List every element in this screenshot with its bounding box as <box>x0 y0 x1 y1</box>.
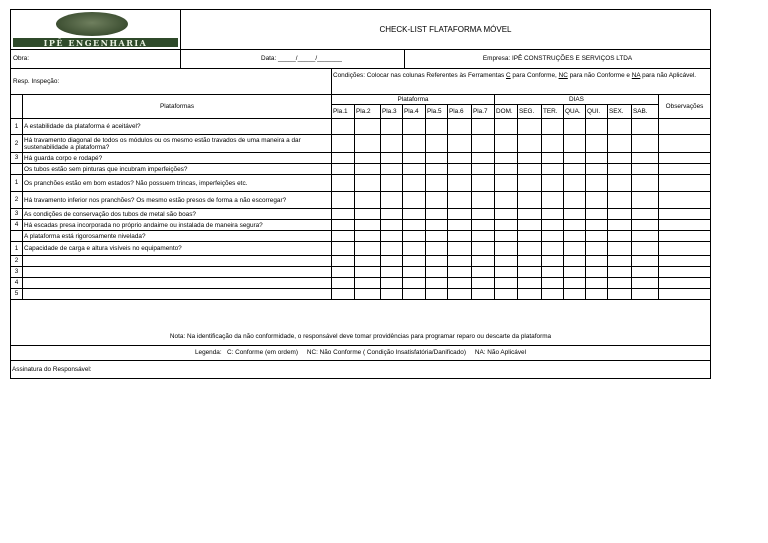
day-check-cell[interactable] <box>632 153 659 163</box>
day-check-cell[interactable] <box>608 135 632 152</box>
plataforma-check-cell[interactable] <box>332 175 355 191</box>
plataforma-check-cell[interactable] <box>381 164 403 174</box>
plataforma-col-header: Pla.1 <box>332 105 355 118</box>
day-check-cell[interactable] <box>518 164 542 174</box>
plataforma-check-cell[interactable] <box>355 242 381 255</box>
plataforma-check-cell[interactable] <box>355 175 381 191</box>
day-check-cell[interactable] <box>608 220 632 230</box>
day-check-cell[interactable] <box>542 278 564 288</box>
info-row <box>11 50 710 69</box>
plataforma-col-header: Pla.4 <box>403 105 426 118</box>
plataforma-check-cell[interactable] <box>381 267 403 277</box>
plataforma-check-cell[interactable] <box>355 267 381 277</box>
plataforma-check-cell[interactable] <box>472 289 495 299</box>
day-check-cell[interactable] <box>542 289 564 299</box>
table-row <box>11 164 710 175</box>
plataforma-check-cell[interactable] <box>355 256 381 266</box>
day-check-cell[interactable] <box>518 289 542 299</box>
table-row <box>11 153 710 164</box>
plataforma-col-header: Pla.7 <box>472 105 495 118</box>
plataforma-check-cell[interactable] <box>403 192 426 208</box>
day-check-cell[interactable] <box>586 153 608 163</box>
day-check-cell[interactable] <box>542 267 564 277</box>
observacoes-header: Observações <box>665 102 704 110</box>
row-number: 1 <box>11 242 23 255</box>
observacoes-cell[interactable] <box>659 256 710 266</box>
day-check-cell[interactable] <box>608 153 632 163</box>
day-check-cell[interactable] <box>632 256 659 266</box>
day-check-cell[interactable] <box>495 289 518 299</box>
plataforma-check-cell[interactable] <box>355 164 381 174</box>
table-row <box>11 278 710 289</box>
condicoes-part: para Conforme, <box>510 72 559 79</box>
row-number: 2 <box>11 192 23 208</box>
plataforma-check-cell[interactable] <box>403 278 426 288</box>
day-check-cell[interactable] <box>608 278 632 288</box>
row-question: Há guarda corpo e rodapé? <box>23 153 332 163</box>
plataforma-col-header: Pla.3 <box>381 105 403 118</box>
day-check-cell[interactable] <box>495 153 518 163</box>
day-check-cell[interactable] <box>518 135 542 152</box>
plataforma-check-cell[interactable] <box>332 267 355 277</box>
plataforma-check-cell[interactable] <box>332 135 355 152</box>
plataforma-check-cell[interactable] <box>448 256 472 266</box>
plataforma-check-cell[interactable] <box>472 256 495 266</box>
day-col-header: QUA. <box>564 105 586 118</box>
condicoes-part: para não Aplicável. <box>640 72 697 79</box>
resp-row <box>11 69 710 95</box>
day-check-cell[interactable] <box>495 209 518 219</box>
plataforma-check-cell[interactable] <box>381 119 403 134</box>
plataforma-check-cell[interactable] <box>472 242 495 255</box>
day-check-cell[interactable] <box>495 135 518 152</box>
day-check-cell[interactable] <box>608 164 632 174</box>
plataforma-check-cell[interactable] <box>332 209 355 219</box>
day-check-cell[interactable] <box>518 209 542 219</box>
observacoes-cell[interactable] <box>659 220 710 230</box>
plataforma-check-cell[interactable] <box>381 278 403 288</box>
table-row <box>11 220 710 231</box>
row-question <box>23 278 332 288</box>
day-check-cell[interactable] <box>495 175 518 191</box>
day-check-cell[interactable] <box>608 192 632 208</box>
day-check-cell[interactable] <box>632 267 659 277</box>
day-check-cell[interactable] <box>495 242 518 255</box>
plataforma-check-cell[interactable] <box>426 119 448 134</box>
day-check-cell[interactable] <box>632 164 659 174</box>
plataforma-check-cell[interactable] <box>381 153 403 163</box>
day-check-cell[interactable] <box>608 289 632 299</box>
observacoes-cell[interactable] <box>659 267 710 277</box>
plataforma-check-cell[interactable] <box>472 220 495 230</box>
day-check-cell[interactable] <box>542 209 564 219</box>
plataforma-check-cell[interactable] <box>381 220 403 230</box>
logo-text: IPÊ ENGENHARIA <box>13 38 178 47</box>
checklist-sheet <box>10 9 711 379</box>
day-col-header: QUI. <box>586 105 608 118</box>
dias-group-header: DIAS <box>495 95 659 105</box>
row-number: 3 <box>11 209 23 219</box>
plataforma-check-cell[interactable] <box>426 231 448 241</box>
checklist-table <box>11 95 710 329</box>
day-check-cell[interactable] <box>564 175 586 191</box>
logo-emblem-icon <box>56 12 128 36</box>
plataforma-check-cell[interactable] <box>403 256 426 266</box>
day-col-header: TER. <box>542 105 564 118</box>
day-check-cell[interactable] <box>495 119 518 134</box>
plataforma-check-cell[interactable] <box>381 192 403 208</box>
observacoes-cell[interactable] <box>659 192 710 208</box>
day-check-cell[interactable] <box>586 175 608 191</box>
plataforma-check-cell[interactable] <box>403 209 426 219</box>
day-check-cell[interactable] <box>564 135 586 152</box>
day-check-cell[interactable] <box>495 231 518 241</box>
plataforma-check-cell[interactable] <box>332 278 355 288</box>
plataformas-header: Plataformas <box>23 95 332 118</box>
resp-inspecao-field[interactable]: Resp. Inspeção: <box>11 69 332 94</box>
day-check-cell[interactable] <box>495 220 518 230</box>
plataforma-check-cell[interactable] <box>448 231 472 241</box>
day-check-cell[interactable] <box>632 119 659 134</box>
day-check-cell[interactable] <box>495 278 518 288</box>
day-check-cell[interactable] <box>632 209 659 219</box>
day-check-cell[interactable] <box>564 119 586 134</box>
plataforma-check-cell[interactable] <box>426 289 448 299</box>
row-number: 5 <box>11 289 23 299</box>
plataforma-check-cell[interactable] <box>332 289 355 299</box>
condicoes-part: Condições: Colocar nas colunas Referentes às Ferramentas <box>333 72 506 79</box>
day-check-cell[interactable] <box>586 242 608 255</box>
plataforma-check-cell[interactable] <box>448 153 472 163</box>
day-check-cell[interactable] <box>518 220 542 230</box>
row-number: 3 <box>11 153 23 163</box>
table-row <box>11 175 710 192</box>
day-check-cell[interactable] <box>564 209 586 219</box>
row-question: Capacidade de carga e altura visíveis no equipamento? <box>23 242 332 255</box>
plataforma-check-cell[interactable] <box>426 220 448 230</box>
day-check-cell[interactable] <box>632 135 659 152</box>
day-check-cell[interactable] <box>586 289 608 299</box>
table-row <box>11 267 710 278</box>
data-field[interactable]: Data: _____/_____/_______ <box>181 50 405 68</box>
day-check-cell[interactable] <box>518 231 542 241</box>
plataforma-check-cell[interactable] <box>448 267 472 277</box>
plataforma-check-cell[interactable] <box>448 289 472 299</box>
observacoes-cell[interactable] <box>659 175 710 191</box>
plataforma-check-cell[interactable] <box>426 209 448 219</box>
plataforma-check-cell[interactable] <box>472 164 495 174</box>
day-col-header: SAB. <box>632 105 659 118</box>
day-check-cell[interactable] <box>495 192 518 208</box>
row-question <box>23 267 332 277</box>
day-col-header: DOM. <box>495 105 518 118</box>
day-check-cell[interactable] <box>632 192 659 208</box>
plataforma-check-cell[interactable] <box>448 164 472 174</box>
plataforma-check-cell[interactable] <box>472 267 495 277</box>
day-check-cell[interactable] <box>518 153 542 163</box>
observacoes-cell[interactable] <box>659 153 710 163</box>
table-row <box>11 242 710 256</box>
plataforma-check-cell[interactable] <box>355 220 381 230</box>
day-check-cell[interactable] <box>564 242 586 255</box>
plataforma-check-cell[interactable] <box>381 289 403 299</box>
day-check-cell[interactable] <box>608 231 632 241</box>
header-row <box>11 10 710 50</box>
plataforma-check-cell[interactable] <box>426 242 448 255</box>
day-check-cell[interactable] <box>564 192 586 208</box>
plataforma-check-cell[interactable] <box>472 231 495 241</box>
row-question: Há travamento diagonal de todos os módulos ou os mesmo estão travados de uma maneira a dar sustenabilidade a plataforma? <box>23 135 332 152</box>
day-check-cell[interactable] <box>518 175 542 191</box>
row-question: A plataforma está rigorosamente nivelada? <box>23 231 332 241</box>
row-number <box>11 164 23 174</box>
row-number: 2 <box>11 135 23 152</box>
day-check-cell[interactable] <box>564 256 586 266</box>
plataforma-check-cell[interactable] <box>355 192 381 208</box>
day-check-cell[interactable] <box>586 267 608 277</box>
day-check-cell[interactable] <box>564 267 586 277</box>
plataforma-check-cell[interactable] <box>381 231 403 241</box>
observacoes-cell[interactable] <box>659 278 710 288</box>
row-number <box>11 231 23 241</box>
table-row <box>11 192 710 209</box>
empresa-label: Empresa: IPÊ CONSTRUÇÕES E SERVIÇOS LTDA <box>482 55 633 62</box>
day-check-cell[interactable] <box>564 220 586 230</box>
plataforma-check-cell[interactable] <box>381 256 403 266</box>
day-check-cell[interactable] <box>542 135 564 152</box>
observacoes-cell[interactable] <box>659 231 710 241</box>
plataforma-check-cell[interactable] <box>448 135 472 152</box>
plataforma-check-cell[interactable] <box>332 242 355 255</box>
day-check-cell[interactable] <box>564 278 586 288</box>
day-check-cell[interactable] <box>632 242 659 255</box>
day-check-cell[interactable] <box>586 256 608 266</box>
row-number: 1 <box>11 119 23 134</box>
table-row <box>11 289 710 300</box>
plataforma-check-cell[interactable] <box>448 242 472 255</box>
plataforma-check-cell[interactable] <box>426 135 448 152</box>
day-check-cell[interactable] <box>608 242 632 255</box>
legenda-text: Legenda: C: Conforme (em ordem) NC: Não Conforme ( Condição Insatisfatória/Danificado) NA: Não Aplicável <box>11 346 710 361</box>
plataforma-check-cell[interactable] <box>472 153 495 163</box>
day-check-cell[interactable] <box>495 267 518 277</box>
day-check-cell[interactable] <box>564 164 586 174</box>
day-check-cell[interactable] <box>518 256 542 266</box>
plataforma-check-cell[interactable] <box>355 231 381 241</box>
plataforma-check-cell[interactable] <box>332 164 355 174</box>
observacoes-cell[interactable] <box>659 164 710 174</box>
plataforma-check-cell[interactable] <box>448 192 472 208</box>
day-col-header: SEG. <box>518 105 542 118</box>
plataforma-check-cell[interactable] <box>448 209 472 219</box>
day-check-cell[interactable] <box>632 220 659 230</box>
day-check-cell[interactable] <box>518 267 542 277</box>
day-check-cell[interactable] <box>632 231 659 241</box>
plataforma-check-cell[interactable] <box>448 220 472 230</box>
row-question: Há travamento inferior nos pranchões? Os mesmo estão presos de forma a não escorregar? <box>23 192 332 208</box>
table-row <box>11 231 710 242</box>
plataforma-check-cell[interactable] <box>332 192 355 208</box>
plataforma-check-cell[interactable] <box>355 289 381 299</box>
day-check-cell[interactable] <box>495 164 518 174</box>
day-check-cell[interactable] <box>495 256 518 266</box>
day-check-cell[interactable] <box>542 175 564 191</box>
day-check-cell[interactable] <box>586 209 608 219</box>
day-check-cell[interactable] <box>542 164 564 174</box>
day-check-cell[interactable] <box>608 175 632 191</box>
day-check-cell[interactable] <box>542 220 564 230</box>
condicoes-nc: NC <box>558 72 568 79</box>
plataforma-check-cell[interactable] <box>403 164 426 174</box>
plataforma-check-cell[interactable] <box>403 289 426 299</box>
plataforma-check-cell[interactable] <box>472 135 495 152</box>
observacoes-cell[interactable] <box>659 209 710 219</box>
day-check-cell[interactable] <box>632 175 659 191</box>
table-header <box>11 95 710 119</box>
row-question: Há escadas presa incorporada no próprio andaime ou instalada de maneira segura? <box>23 220 332 230</box>
day-check-cell[interactable] <box>586 192 608 208</box>
row-question: A estabilidade da plataforma é aceitável? <box>23 119 332 134</box>
observacoes-cell[interactable] <box>659 289 710 299</box>
row-question <box>23 256 332 266</box>
plataforma-check-cell[interactable] <box>332 220 355 230</box>
plataforma-check-cell[interactable] <box>472 209 495 219</box>
plataforma-check-cell[interactable] <box>355 278 381 288</box>
day-check-cell[interactable] <box>586 135 608 152</box>
plataforma-col-header: Pla.2 <box>355 105 381 118</box>
plataforma-check-cell[interactable] <box>426 164 448 174</box>
condicoes-c: C <box>506 72 511 79</box>
plataforma-check-cell[interactable] <box>403 175 426 191</box>
plataforma-check-cell[interactable] <box>472 175 495 191</box>
plataforma-col-header: Pla.6 <box>448 105 472 118</box>
table-row <box>11 209 710 220</box>
day-check-cell[interactable] <box>564 153 586 163</box>
observacoes-cell[interactable] <box>659 135 710 152</box>
row-number: 1 <box>11 175 23 191</box>
assinatura-field[interactable]: Assinatura do Responsável: <box>12 365 92 373</box>
day-check-cell[interactable] <box>542 242 564 255</box>
header-num-cell <box>11 95 23 118</box>
row-number: 3 <box>11 267 23 277</box>
page-title: CHECK-LIST FLATAFORMA MÓVEL <box>379 25 512 34</box>
plataforma-check-cell[interactable] <box>426 192 448 208</box>
condicoes-part: para não Conforme e <box>567 72 632 79</box>
plataforma-check-cell[interactable] <box>381 135 403 152</box>
plataforma-check-cell[interactable] <box>472 119 495 134</box>
plataforma-check-cell[interactable] <box>403 267 426 277</box>
plataforma-group-header: Plataforma <box>332 95 495 105</box>
plataforma-check-cell[interactable] <box>472 278 495 288</box>
day-check-cell[interactable] <box>586 164 608 174</box>
day-check-cell[interactable] <box>542 119 564 134</box>
condicoes-text <box>332 69 710 94</box>
plataforma-check-cell[interactable] <box>381 175 403 191</box>
plataforma-check-cell[interactable] <box>426 278 448 288</box>
plataforma-check-cell[interactable] <box>332 153 355 163</box>
logo <box>11 10 181 49</box>
plataforma-check-cell[interactable] <box>355 153 381 163</box>
day-check-cell[interactable] <box>564 231 586 241</box>
day-check-cell[interactable] <box>518 192 542 208</box>
day-check-cell[interactable] <box>564 289 586 299</box>
observacoes-cell[interactable] <box>659 119 710 134</box>
plataforma-check-cell[interactable] <box>403 242 426 255</box>
day-check-cell[interactable] <box>518 119 542 134</box>
plataforma-check-cell[interactable] <box>381 242 403 255</box>
plataforma-check-cell[interactable] <box>403 153 426 163</box>
day-col-header: SEX. <box>608 105 632 118</box>
table-row <box>11 256 710 267</box>
day-check-cell[interactable] <box>608 256 632 266</box>
plataforma-check-cell[interactable] <box>448 119 472 134</box>
day-check-cell[interactable] <box>542 153 564 163</box>
plataforma-col-header: Pla.5 <box>426 105 448 118</box>
day-check-cell[interactable] <box>632 278 659 288</box>
day-check-cell[interactable] <box>586 220 608 230</box>
day-check-cell[interactable] <box>608 119 632 134</box>
plataforma-check-cell[interactable] <box>403 119 426 134</box>
day-check-cell[interactable] <box>518 242 542 255</box>
plataforma-check-cell[interactable] <box>426 175 448 191</box>
day-check-cell[interactable] <box>518 278 542 288</box>
day-check-cell[interactable] <box>586 278 608 288</box>
plataforma-check-cell[interactable] <box>355 119 381 134</box>
observacoes-cell[interactable] <box>659 242 710 255</box>
condicoes-na: NA <box>631 72 641 79</box>
day-check-cell[interactable] <box>542 231 564 241</box>
plataforma-check-cell[interactable] <box>403 135 426 152</box>
row-question: Os pranchões estão em bom estados? Não possuem trincas, imperfeições etc. <box>23 175 332 191</box>
plataforma-check-cell[interactable] <box>448 278 472 288</box>
day-check-cell[interactable] <box>632 289 659 299</box>
plataforma-check-cell[interactable] <box>448 175 472 191</box>
plataforma-check-cell[interactable] <box>381 209 403 219</box>
day-check-cell[interactable] <box>608 267 632 277</box>
plataforma-check-cell[interactable] <box>355 209 381 219</box>
row-question: Os tubos estão sem pinturas que incubram imperfeições? <box>23 164 332 174</box>
plataforma-check-cell[interactable] <box>332 231 355 241</box>
plataforma-check-cell[interactable] <box>332 256 355 266</box>
nota-text: Nota: Na identificação da não conformidade, o responsável deve tomar providências para programar reparo ou descarte da plataforma <box>11 329 710 346</box>
plataforma-check-cell[interactable] <box>403 231 426 241</box>
plataforma-check-cell[interactable] <box>426 256 448 266</box>
day-check-cell[interactable] <box>608 209 632 219</box>
row-number: 4 <box>11 278 23 288</box>
day-check-cell[interactable] <box>586 231 608 241</box>
obra-field[interactable]: Obra: <box>11 50 181 68</box>
day-check-cell[interactable] <box>542 256 564 266</box>
day-check-cell[interactable] <box>542 192 564 208</box>
plataforma-check-cell[interactable] <box>426 267 448 277</box>
table-row <box>11 119 710 135</box>
plataforma-check-cell[interactable] <box>332 119 355 134</box>
table-row <box>11 135 710 153</box>
day-check-cell[interactable] <box>586 119 608 134</box>
plataforma-check-cell[interactable] <box>355 135 381 152</box>
row-number: 2 <box>11 256 23 266</box>
plataforma-check-cell[interactable] <box>403 220 426 230</box>
plataforma-check-cell[interactable] <box>426 153 448 163</box>
row-question <box>23 289 332 299</box>
plataforma-check-cell[interactable] <box>472 192 495 208</box>
row-number: 4 <box>11 220 23 230</box>
row-question: As condições de conservação dos tubos de metal são boas? <box>23 209 332 219</box>
